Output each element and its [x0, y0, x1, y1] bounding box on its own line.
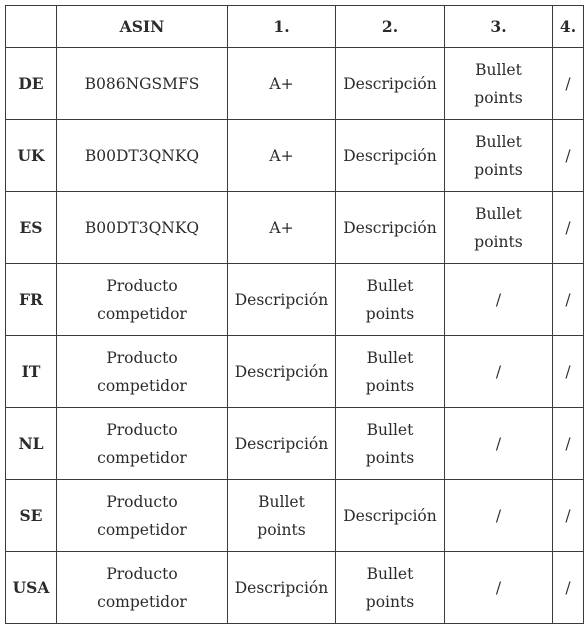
priority-3-cell: /	[445, 480, 553, 552]
priority-1-cell: Bullet points	[228, 480, 336, 552]
priority-4-cell: /	[553, 336, 584, 408]
table-row	[6, 408, 584, 480]
asin-cell: Producto competidor	[57, 552, 228, 624]
priority-2-cell: Descripción	[336, 120, 445, 192]
table-row	[6, 120, 584, 192]
priority-3-cell: Bullet points	[445, 192, 553, 264]
market-cell: ES	[6, 192, 57, 264]
market-cell: UK	[6, 120, 57, 192]
asin-cell: Producto competidor	[57, 264, 228, 336]
asin-cell: Producto competidor	[57, 480, 228, 552]
header-col-4: 4.	[553, 6, 584, 48]
priority-3-cell: Bullet points	[445, 48, 553, 120]
priority-2-cell: Descripción	[336, 192, 445, 264]
asin-cell: B00DT3QNKQ	[57, 192, 228, 264]
priority-1-cell: Descripción	[228, 264, 336, 336]
priority-4-cell: /	[553, 48, 584, 120]
header-col-3: 3.	[445, 6, 553, 48]
priority-4-cell: /	[553, 120, 584, 192]
market-cell: NL	[6, 408, 57, 480]
table-row	[6, 192, 584, 264]
header-corner-cell	[6, 6, 57, 48]
header-row	[6, 6, 584, 48]
priority-2-cell: Descripción	[336, 48, 445, 120]
priority-1-cell: Descripción	[228, 336, 336, 408]
asin-cell: B086NGSMFS	[57, 48, 228, 120]
market-cell: USA	[6, 552, 57, 624]
priority-4-cell: /	[553, 408, 584, 480]
priority-3-cell: /	[445, 264, 553, 336]
market-cell: FR	[6, 264, 57, 336]
priority-1-cell: A+	[228, 192, 336, 264]
table-row	[6, 336, 584, 408]
priority-3-cell: /	[445, 552, 553, 624]
asin-cell: Producto competidor	[57, 408, 228, 480]
asin-cell: Producto competidor	[57, 336, 228, 408]
priority-4-cell: /	[553, 552, 584, 624]
header-asin: ASIN	[57, 6, 228, 48]
priority-2-cell: Bullet points	[336, 264, 445, 336]
table-row	[6, 48, 584, 120]
table-row	[6, 552, 584, 624]
priority-2-cell: Descripción	[336, 480, 445, 552]
market-cell: IT	[6, 336, 57, 408]
priority-4-cell: /	[553, 480, 584, 552]
header-col-2: 2.	[336, 6, 445, 48]
priority-2-cell: Bullet points	[336, 408, 445, 480]
priority-1-cell: Descripción	[228, 408, 336, 480]
table-row	[6, 480, 584, 552]
table-row	[6, 264, 584, 336]
market-cell: SE	[6, 480, 57, 552]
priority-2-cell: Bullet points	[336, 336, 445, 408]
market-cell: DE	[6, 48, 57, 120]
priority-1-cell: A+	[228, 120, 336, 192]
priority-1-cell: Descripción	[228, 552, 336, 624]
asin-cell: B00DT3QNKQ	[57, 120, 228, 192]
header-col-1: 1.	[228, 6, 336, 48]
priority-1-cell: A+	[228, 48, 336, 120]
priority-4-cell: /	[553, 192, 584, 264]
marketplace-table	[5, 5, 584, 624]
priority-4-cell: /	[553, 264, 584, 336]
priority-3-cell: /	[445, 408, 553, 480]
priority-2-cell: Bullet points	[336, 552, 445, 624]
priority-3-cell: /	[445, 336, 553, 408]
priority-3-cell: Bullet points	[445, 120, 553, 192]
